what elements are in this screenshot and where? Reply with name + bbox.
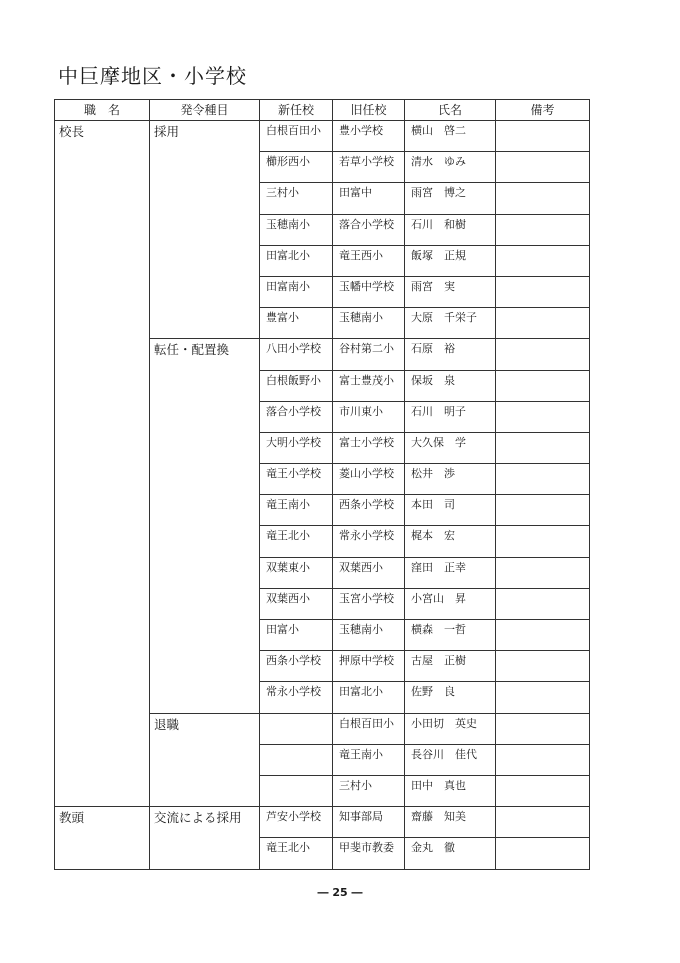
new-school-cell: 三村小 bbox=[260, 183, 333, 214]
table-row bbox=[55, 557, 590, 588]
name-cell: 清水 ゆみ bbox=[405, 152, 496, 183]
new-school-cell: 田富南小 bbox=[260, 276, 333, 307]
new-school-cell bbox=[260, 744, 333, 775]
type-cell bbox=[150, 838, 260, 869]
table-row bbox=[55, 807, 590, 838]
job-cell bbox=[55, 214, 150, 245]
note-cell bbox=[496, 308, 590, 339]
old-school-cell: 甲斐市教委 bbox=[333, 838, 405, 869]
old-school-cell: 落合小学校 bbox=[333, 214, 405, 245]
note-cell bbox=[496, 620, 590, 651]
table-body bbox=[55, 121, 590, 870]
old-school-cell: 竜王西小 bbox=[333, 245, 405, 276]
job-cell bbox=[55, 339, 150, 370]
type-cell bbox=[150, 620, 260, 651]
job-cell bbox=[55, 276, 150, 307]
new-school-cell: 大明小学校 bbox=[260, 432, 333, 463]
new-school-cell: 白根飯野小 bbox=[260, 370, 333, 401]
name-cell: 松井 渉 bbox=[405, 464, 496, 495]
job-cell bbox=[55, 245, 150, 276]
name-cell: 梶本 宏 bbox=[405, 526, 496, 557]
type-cell: 退職 bbox=[150, 713, 260, 744]
note-cell bbox=[496, 651, 590, 682]
new-school-cell: 櫛形西小 bbox=[260, 152, 333, 183]
type-cell bbox=[150, 245, 260, 276]
job-cell bbox=[55, 557, 150, 588]
table-row bbox=[55, 339, 590, 370]
new-school-cell: 豊富小 bbox=[260, 308, 333, 339]
note-cell bbox=[496, 464, 590, 495]
job-cell bbox=[55, 651, 150, 682]
new-school-cell: 常永小学校 bbox=[260, 682, 333, 713]
table-row bbox=[55, 495, 590, 526]
note-cell bbox=[496, 495, 590, 526]
personnel-table bbox=[54, 99, 590, 870]
note-cell bbox=[496, 339, 590, 370]
old-school-cell: 田富中 bbox=[333, 183, 405, 214]
old-school-cell: 若草小学校 bbox=[333, 152, 405, 183]
note-cell bbox=[496, 401, 590, 432]
type-cell bbox=[150, 401, 260, 432]
name-cell: 横森 一哲 bbox=[405, 620, 496, 651]
note-cell bbox=[496, 526, 590, 557]
table-row bbox=[55, 276, 590, 307]
note-cell bbox=[496, 557, 590, 588]
note-cell bbox=[496, 838, 590, 869]
type-cell bbox=[150, 214, 260, 245]
name-cell: 佐野 良 bbox=[405, 682, 496, 713]
name-cell: 石原 裕 bbox=[405, 339, 496, 370]
name-cell: 大久保 学 bbox=[405, 432, 496, 463]
type-cell bbox=[150, 495, 260, 526]
table-header-row bbox=[55, 100, 590, 121]
job-cell bbox=[55, 401, 150, 432]
new-school-cell: 西条小学校 bbox=[260, 651, 333, 682]
name-cell: 雨宮 博之 bbox=[405, 183, 496, 214]
new-school-cell: 玉穂南小 bbox=[260, 214, 333, 245]
name-cell: 本田 司 bbox=[405, 495, 496, 526]
old-school-cell: 玉幡中学校 bbox=[333, 276, 405, 307]
note-cell bbox=[496, 775, 590, 806]
type-cell bbox=[150, 152, 260, 183]
new-school-cell: 竜王小学校 bbox=[260, 464, 333, 495]
old-school-cell: 豊小学校 bbox=[333, 121, 405, 152]
job-cell bbox=[55, 838, 150, 869]
old-school-cell: 市川東小 bbox=[333, 401, 405, 432]
table-row bbox=[55, 775, 590, 806]
name-cell: 石川 和樹 bbox=[405, 214, 496, 245]
job-cell bbox=[55, 464, 150, 495]
new-school-cell: 双葉東小 bbox=[260, 557, 333, 588]
name-cell: 小宮山 昇 bbox=[405, 588, 496, 619]
note-cell bbox=[496, 682, 590, 713]
header-name: 氏名 bbox=[405, 100, 496, 121]
table-row bbox=[55, 620, 590, 651]
table-row bbox=[55, 401, 590, 432]
job-cell: 教頭 bbox=[55, 807, 150, 838]
table-row bbox=[55, 152, 590, 183]
name-cell: 飯塚 正規 bbox=[405, 245, 496, 276]
note-cell bbox=[496, 713, 590, 744]
type-cell bbox=[150, 276, 260, 307]
new-school-cell: 田富北小 bbox=[260, 245, 333, 276]
name-cell: 齋藤 知美 bbox=[405, 807, 496, 838]
type-cell bbox=[150, 370, 260, 401]
new-school-cell: 芦安小学校 bbox=[260, 807, 333, 838]
page-number: ― 25 ― bbox=[317, 886, 363, 899]
type-cell: 交流による採用 bbox=[150, 807, 260, 838]
type-cell bbox=[150, 183, 260, 214]
table-row bbox=[55, 682, 590, 713]
job-cell bbox=[55, 620, 150, 651]
name-cell: 窪田 正幸 bbox=[405, 557, 496, 588]
note-cell bbox=[496, 152, 590, 183]
header-job: 職 名 bbox=[55, 100, 150, 121]
name-cell: 保坂 泉 bbox=[405, 370, 496, 401]
old-school-cell: 玉宮小学校 bbox=[333, 588, 405, 619]
type-cell bbox=[150, 464, 260, 495]
name-cell: 石川 明子 bbox=[405, 401, 496, 432]
old-school-cell: 常永小学校 bbox=[333, 526, 405, 557]
table-row bbox=[55, 651, 590, 682]
type-cell bbox=[150, 744, 260, 775]
old-school-cell: 竜王南小 bbox=[333, 744, 405, 775]
job-cell bbox=[55, 370, 150, 401]
new-school-cell: 竜王北小 bbox=[260, 526, 333, 557]
note-cell bbox=[496, 432, 590, 463]
type-cell bbox=[150, 682, 260, 713]
table-row bbox=[55, 713, 590, 744]
type-cell bbox=[150, 557, 260, 588]
table-row bbox=[55, 526, 590, 557]
old-school-cell: 知事部局 bbox=[333, 807, 405, 838]
old-school-cell: 富士豊茂小 bbox=[333, 370, 405, 401]
new-school-cell bbox=[260, 713, 333, 744]
old-school-cell: 押原中学校 bbox=[333, 651, 405, 682]
job-cell bbox=[55, 775, 150, 806]
table-row bbox=[55, 214, 590, 245]
table-row bbox=[55, 370, 590, 401]
new-school-cell: 白根百田小 bbox=[260, 121, 333, 152]
job-cell bbox=[55, 744, 150, 775]
header-type: 発令種目 bbox=[150, 100, 260, 121]
job-cell bbox=[55, 526, 150, 557]
job-cell bbox=[55, 495, 150, 526]
old-school-cell: 玉穂南小 bbox=[333, 620, 405, 651]
job-cell bbox=[55, 432, 150, 463]
job-cell bbox=[55, 713, 150, 744]
old-school-cell: 西条小学校 bbox=[333, 495, 405, 526]
note-cell bbox=[496, 588, 590, 619]
note-cell bbox=[496, 121, 590, 152]
note-cell bbox=[496, 807, 590, 838]
header-note: 備考 bbox=[496, 100, 590, 121]
type-cell: 採用 bbox=[150, 121, 260, 152]
table-row bbox=[55, 121, 590, 152]
name-cell: 長谷川 佳代 bbox=[405, 744, 496, 775]
new-school-cell: 田富小 bbox=[260, 620, 333, 651]
name-cell: 横山 啓二 bbox=[405, 121, 496, 152]
note-cell bbox=[496, 214, 590, 245]
name-cell: 雨宮 実 bbox=[405, 276, 496, 307]
table-row bbox=[55, 588, 590, 619]
table-row bbox=[55, 464, 590, 495]
note-cell bbox=[496, 245, 590, 276]
type-cell bbox=[150, 308, 260, 339]
type-cell bbox=[150, 526, 260, 557]
old-school-cell: 田富北小 bbox=[333, 682, 405, 713]
old-school-cell: 白根百田小 bbox=[333, 713, 405, 744]
note-cell bbox=[496, 183, 590, 214]
name-cell: 古屋 正樹 bbox=[405, 651, 496, 682]
new-school-cell: 落合小学校 bbox=[260, 401, 333, 432]
header-new-school: 新任校 bbox=[260, 100, 333, 121]
new-school-cell: 竜王南小 bbox=[260, 495, 333, 526]
table-row bbox=[55, 308, 590, 339]
note-cell bbox=[496, 276, 590, 307]
new-school-cell: 八田小学校 bbox=[260, 339, 333, 370]
page-title: 中巨摩地区・小学校 bbox=[58, 64, 247, 88]
table-row bbox=[55, 744, 590, 775]
type-cell: 転任・配置換 bbox=[150, 339, 260, 370]
job-cell bbox=[55, 308, 150, 339]
job-cell: 校長 bbox=[55, 121, 150, 152]
old-school-cell: 三村小 bbox=[333, 775, 405, 806]
new-school-cell: 双葉西小 bbox=[260, 588, 333, 619]
job-cell bbox=[55, 682, 150, 713]
name-cell: 金丸 徹 bbox=[405, 838, 496, 869]
old-school-cell: 双葉西小 bbox=[333, 557, 405, 588]
job-cell bbox=[55, 588, 150, 619]
table-row bbox=[55, 838, 590, 869]
old-school-cell: 谷村第二小 bbox=[333, 339, 405, 370]
type-cell bbox=[150, 651, 260, 682]
name-cell: 大原 千栄子 bbox=[405, 308, 496, 339]
name-cell: 小田切 英史 bbox=[405, 713, 496, 744]
type-cell bbox=[150, 775, 260, 806]
header-old-school: 旧任校 bbox=[333, 100, 405, 121]
old-school-cell: 玉穂南小 bbox=[333, 308, 405, 339]
name-cell: 田中 真也 bbox=[405, 775, 496, 806]
table-row bbox=[55, 183, 590, 214]
new-school-cell: 竜王北小 bbox=[260, 838, 333, 869]
note-cell bbox=[496, 370, 590, 401]
table-row bbox=[55, 245, 590, 276]
job-cell bbox=[55, 183, 150, 214]
job-cell bbox=[55, 152, 150, 183]
type-cell bbox=[150, 432, 260, 463]
type-cell bbox=[150, 588, 260, 619]
old-school-cell: 菱山小学校 bbox=[333, 464, 405, 495]
note-cell bbox=[496, 744, 590, 775]
old-school-cell: 富士小学校 bbox=[333, 432, 405, 463]
new-school-cell bbox=[260, 775, 333, 806]
table-row bbox=[55, 432, 590, 463]
